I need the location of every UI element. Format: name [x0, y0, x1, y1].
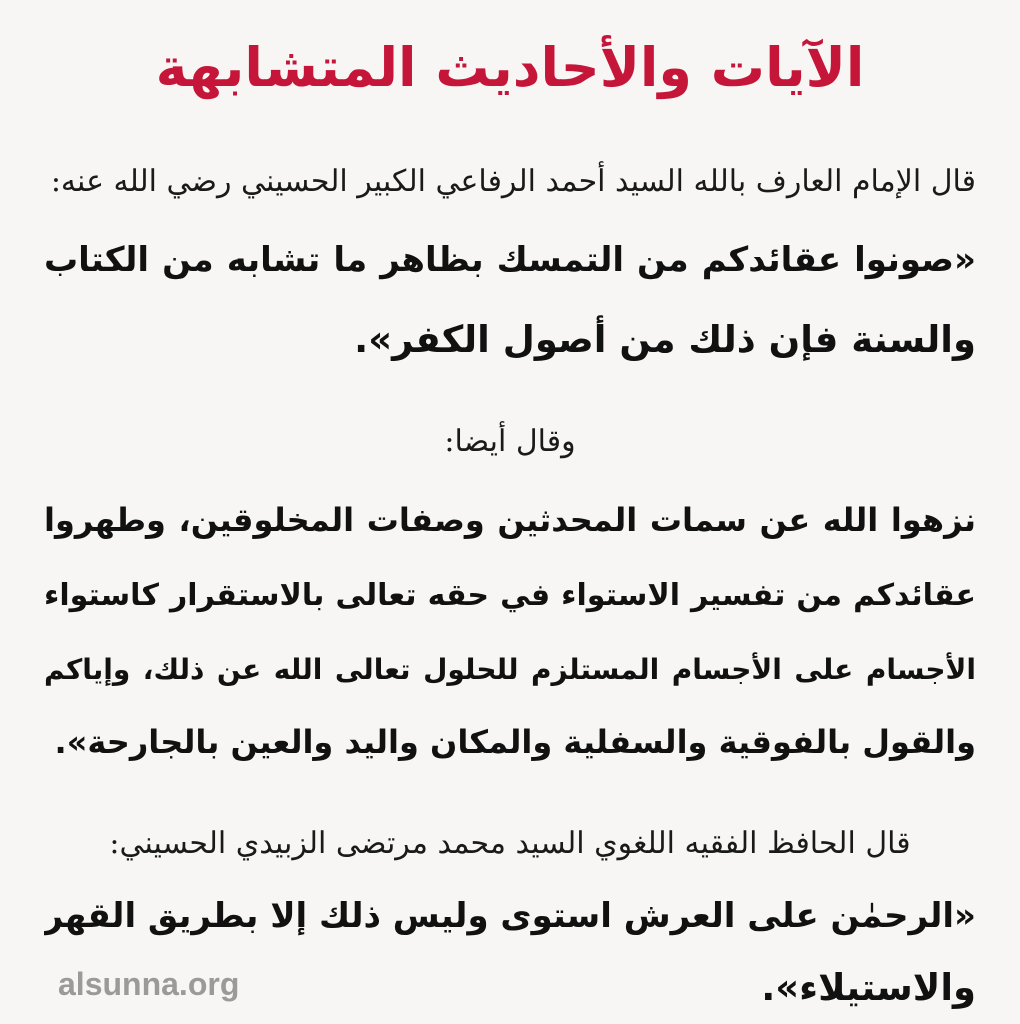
section2-quote-line-3: الأجسام على الأجسام المستلزم للحلول تعالى الله عن ذلك، وإياكم [44, 653, 976, 686]
section2-quote-line-4: والقول بالفوقية والسفلية والمكان واليد والعين بالجارحة». [54, 723, 976, 761]
section1-quote-line-1: «صونوا عقائدكم من التمسك بظاهر ما تشابه من الكتاب [44, 240, 976, 280]
page-title: الآيات والأحاديث المتشابهة [155, 36, 865, 99]
section3-intro: قال الحافظ الفقيه اللغوي السيد محمد مرتضى الزبيدي الحسيني: [109, 826, 911, 861]
site-watermark: alsunna.org [58, 966, 240, 1002]
section3-quote-line-2: والاستيلاء». [761, 966, 976, 1009]
section2-quote-line-1: نزهوا الله عن سمات المحدثين وصفات المخلوقين، وطهروا [44, 501, 976, 539]
section2-quote-line-2: عقائدكم من تفسير الاستواء في حقه تعالى بالاستقرار كاستواء [44, 578, 976, 613]
section3-quote-line-1: «الرحمٰن على العرش استوى وليس ذلك إلا بطريق القهر [44, 896, 976, 936]
section1-intro: قال الإمام العارف بالله السيد أحمد الرفاعي الكبير الحسيني رضي الله عنه: [50, 164, 976, 199]
section1-quote-line-2: والسنة فإن ذلك من أصول الكفر». [354, 318, 976, 361]
section2-intro: وقال أيضا: [444, 424, 576, 459]
